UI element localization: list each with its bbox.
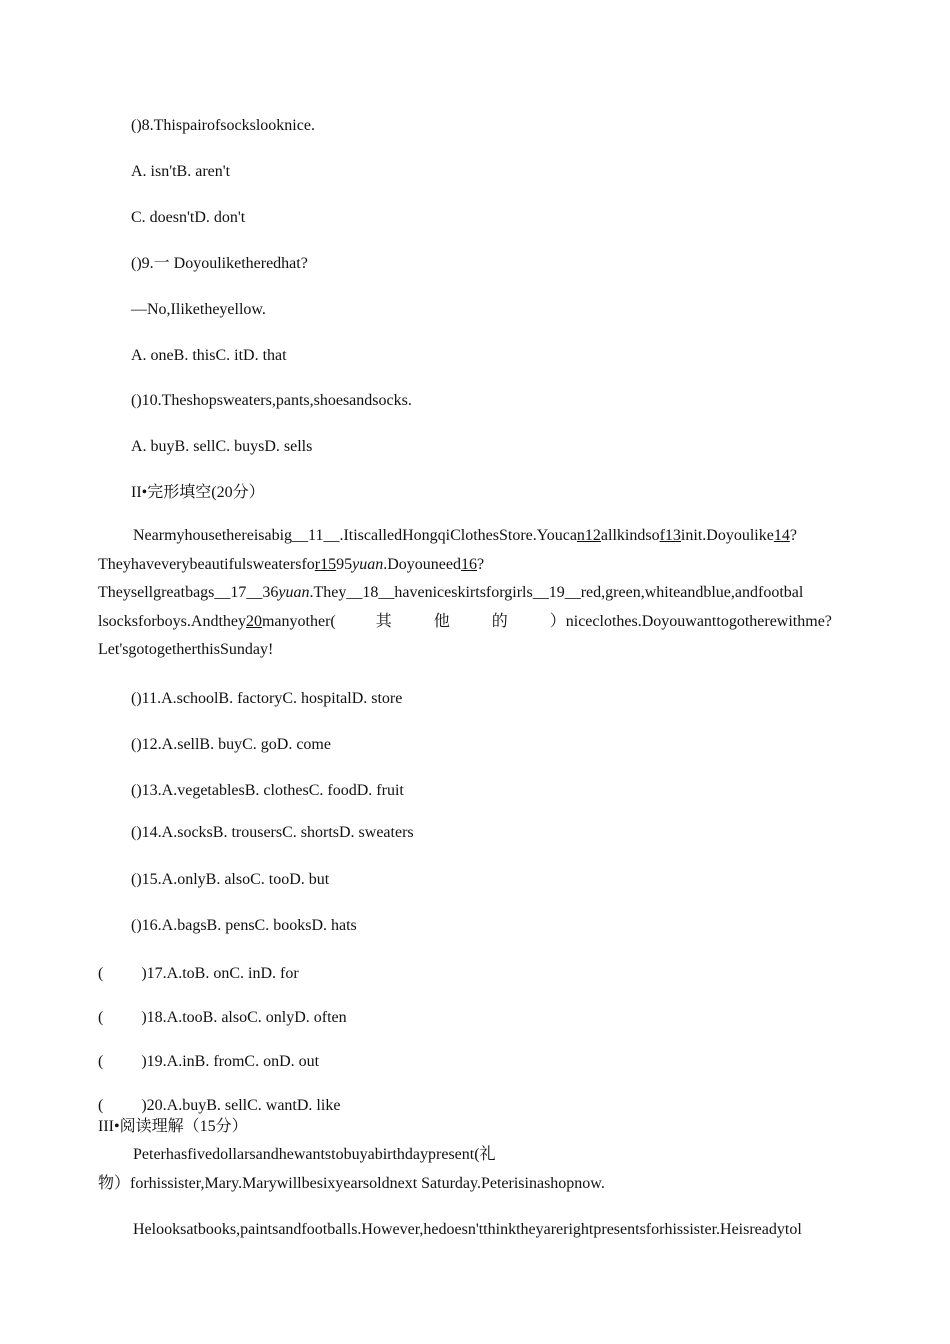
cloze-item-16: ()16.A.bagsB. pensC. booksD. hats: [131, 917, 357, 934]
cloze-item-17: ( )17.A.toB. onC. inD. for: [98, 965, 299, 982]
cloze-item-19: ( )19.A.inB. fromC. onD. out: [98, 1053, 320, 1070]
cloze-line-4: lsocksforboys.Andthey20manyother( 其他的）niceclothes.Doyouwanttogotherewithme?: [98, 612, 832, 630]
cloze-item-12: ()12.A.sellB. buyC. goD. come: [131, 736, 331, 753]
cloze-item-14: ()14.A.socksB. trousersC. shortsD. sweaters: [131, 824, 414, 841]
reading-line-2: 物）forhissister,Mary.Marywillbesixyearsoldnext Saturday.Peterisinashopnow.: [98, 1175, 605, 1192]
cloze-item-11: ()11.A.schoolB. factoryC. hospitalD. store: [131, 690, 403, 707]
cloze-passage: [98, 522, 858, 665]
question-8-options-ab: A. isn'tB. aren't: [131, 163, 231, 180]
cloze-item-13: ()13.A.vegetablesB. clothesC. foodD. fruit: [131, 782, 404, 799]
question-10-stem: ()10.Theshopsweaters,pants,shoesandsocks.: [131, 392, 412, 409]
reading-line-3: Helooksatbooks,paintsandfootballs.However,hedoesn'tthinktheyarerightpresentsforhissister.Heisreadytol: [133, 1221, 802, 1238]
section-3-title: III•阅读理解（15分）: [98, 1118, 248, 1135]
reading-line-1: Peterhasfivedollarsandhewantstobuyabirthdaypresent(礼: [133, 1146, 496, 1163]
cloze-line-3: Theysellgreatbags__17__36yuan.They__18__haveniceskirtsforgirls__19__red,green,whiteandblue,andfootbal: [98, 584, 804, 602]
question-9-stem: ()9.一 Doyouliketheredhat?: [131, 255, 308, 272]
cloze-line-2: Theyhaveverybeautifulsweatersfor1595yuan.Doyouneed16?: [98, 555, 485, 573]
cloze-line-5: Let'sgotogetherthisSunday!: [98, 641, 274, 659]
cloze-item-15: ()15.A.onlyB. alsoC. tooD. but: [131, 871, 330, 888]
question-9-options: A. oneB. thisC. itD. that: [131, 347, 287, 364]
cloze-item-18: ( )18.A.tooB. alsoC. onlyD. often: [98, 1009, 347, 1026]
question-8-options-cd: C. doesn'tD. don't: [131, 209, 246, 226]
question-8-stem: ()8.Thispairofsockslooknice.: [131, 117, 315, 134]
cloze-line-1: Nearmyhousethereisabig__11__.ItiscalledHongqiClothesStore.Youcan12allkindsof13init.Doyoulike14?: [133, 527, 797, 544]
question-10-options: A. buyB. sellC. buysD. sells: [131, 438, 313, 455]
section-2-title: II•完形填空(20分）: [131, 484, 265, 501]
cloze-item-20: ( )20.A.buyB. sellC. wantD. like: [98, 1097, 341, 1114]
question-9-reply: —No,Iliketheyellow.: [131, 301, 266, 318]
